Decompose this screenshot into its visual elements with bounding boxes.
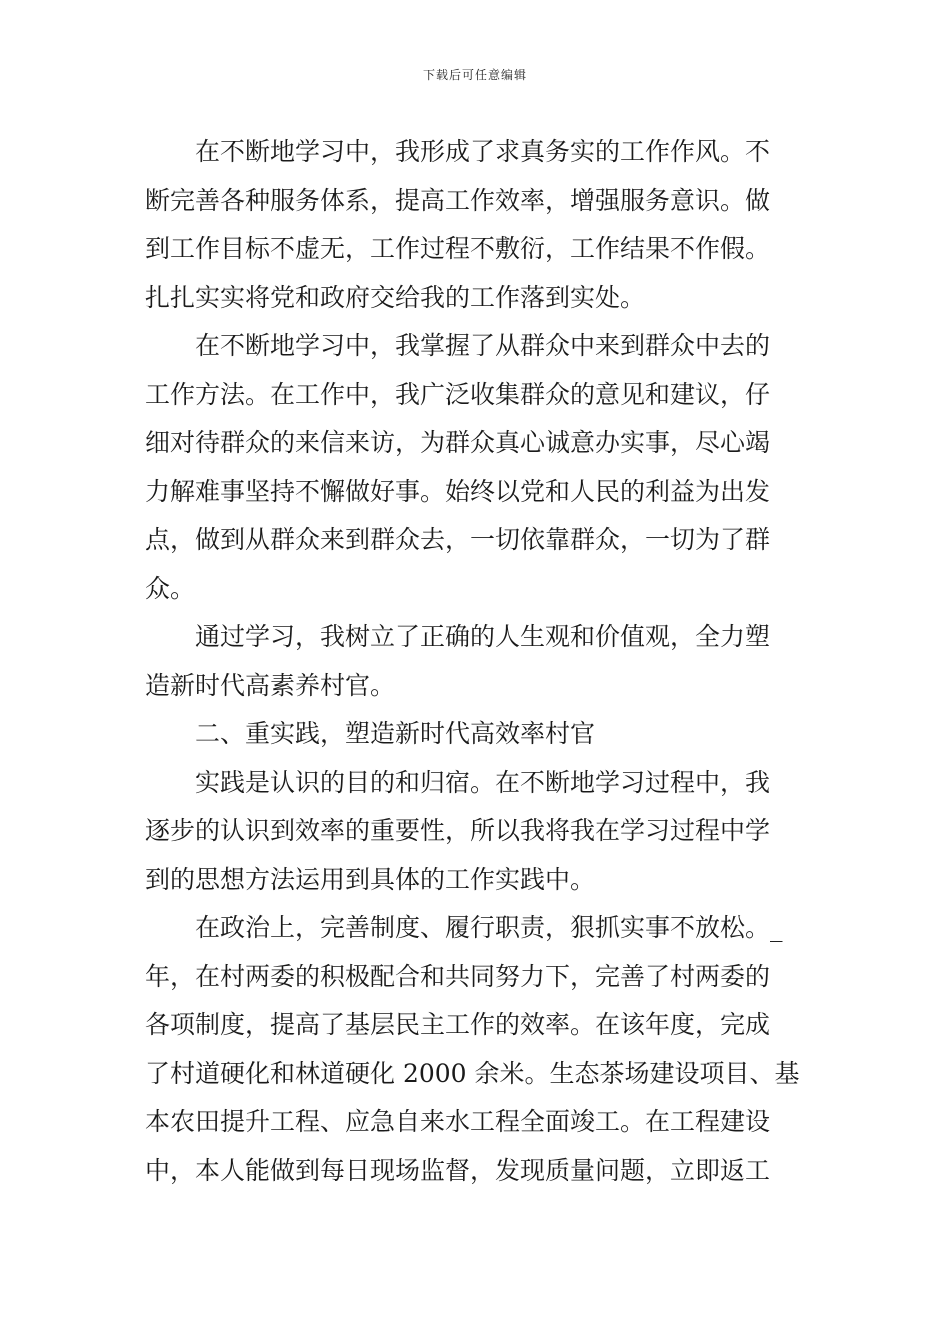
text-line: 二、重实践，塑造新时代高效率村官 bbox=[145, 719, 596, 748]
text-line: 逐步的认识到效率的重要性，所以我将我在学习过程中学 bbox=[145, 816, 771, 845]
paragraph-politics bbox=[145, 904, 807, 1195]
text-line: 众。 bbox=[145, 573, 196, 603]
text-line: 在不断地学习中，我形成了求真务实的工作作风。不 bbox=[145, 137, 771, 166]
section-heading bbox=[145, 710, 807, 759]
paragraph-work-style bbox=[145, 128, 807, 322]
text-line: 实践是认识的目的和归宿。在不断地学习过程中，我 bbox=[145, 767, 771, 797]
text-line: 了村道硬化和林道硬化 2000 余米。生态茶场建设项目、基 bbox=[145, 1058, 800, 1088]
paragraph-practice bbox=[145, 759, 807, 905]
text-line: 点，做到从群众来到群众去，一切依靠群众，一切为了群 bbox=[145, 525, 771, 554]
page-header: 下载后可任意编辑 bbox=[422, 68, 527, 82]
text-line: 各项制度，提高了基层民主工作的效率。在该年度，完成 bbox=[145, 1010, 771, 1039]
text-line: 到的思想方法运用到具体的工作实践中。 bbox=[145, 864, 596, 894]
text-line: 在不断地学习中，我掌握了从群众中来到群众中去的 bbox=[145, 331, 771, 360]
text-line: 通过学习，我树立了正确的人生观和价值观，全力塑 bbox=[145, 622, 771, 651]
text-line: 到工作目标不虚无，工作过程不敷衍，工作结果不作假。 bbox=[145, 234, 771, 263]
text-line: 扎扎实实将党和政府交给我的工作落到实处。 bbox=[145, 282, 646, 312]
paragraph-values bbox=[145, 613, 807, 710]
text-line: 力解难事坚持不懈做好事。始终以党和人民的利益为出发 bbox=[145, 476, 771, 506]
text-line: 工作方法。在工作中，我广泛收集群众的意见和建议，仔 bbox=[145, 379, 771, 409]
text-line: 中，本人能做到每日现场监督，发现质量问题，立即返工 bbox=[145, 1155, 771, 1185]
text-line: 年，在村两委的积极配合和共同努力下，完善了村两委的 bbox=[145, 961, 771, 991]
paragraph-work-method bbox=[145, 322, 807, 613]
text-line: 断完善各种服务体系，提高工作效率，增强服务意识。做 bbox=[145, 185, 771, 215]
text-line: 本农田提升工程、应急自来水工程全面竣工。在工程建设 bbox=[145, 1107, 771, 1136]
text-line: 在政治上，完善制度、履行职责，狠抓实事不放松。_ bbox=[145, 913, 783, 942]
text-line: 细对待群众的来信来访，为群众真心诚意办实事，尽心竭 bbox=[145, 428, 771, 457]
text-line: 造新时代高素养村官。 bbox=[145, 670, 396, 700]
document-body bbox=[145, 128, 807, 1195]
